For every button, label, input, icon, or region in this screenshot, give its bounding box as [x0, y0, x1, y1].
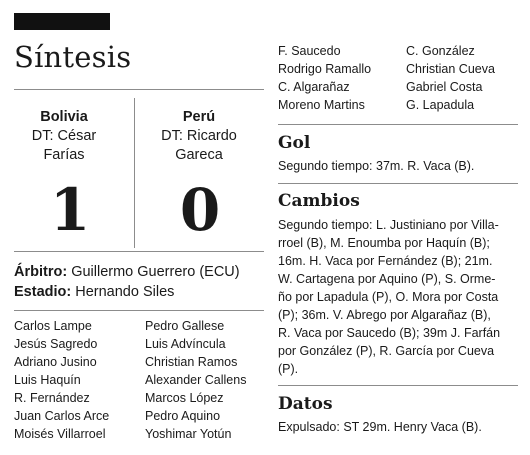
player-name: R. Fernández	[14, 391, 90, 405]
player-name: Carlos Lampe	[14, 319, 92, 333]
player-name: Rodrigo Ramallo	[278, 62, 372, 76]
home-lineup-cont-list	[278, 42, 371, 114]
divider-top	[14, 89, 264, 90]
player-name: Yoshimar Yotún	[145, 427, 232, 441]
cambios-line: W. Cartagena por Aquino (P), S. Orme-	[278, 272, 496, 286]
stadium-label: Estadio:	[14, 284, 72, 300]
player-name: F. Saucedo	[278, 44, 341, 58]
home-team-name: Bolivia	[40, 109, 88, 125]
away-team-block	[139, 108, 259, 165]
cambios-line: ño por Lapadula (P), O. Mora por Costa	[278, 290, 499, 304]
page-title: Síntesis	[14, 40, 132, 74]
section-marker-bar	[14, 13, 110, 30]
score-divider	[134, 98, 135, 248]
away-coach-line1: DT: Ricardo	[161, 128, 237, 144]
divider-cambios	[278, 183, 518, 184]
player-name: Luis Advíncula	[145, 337, 226, 351]
player-name: G. Lapadula	[406, 98, 475, 112]
player-name: C. Algarañaz	[278, 80, 350, 94]
away-lineup-cont-list	[406, 42, 495, 114]
referee-line	[14, 262, 240, 282]
divider-lineups	[14, 310, 264, 311]
home-lineup-list	[14, 317, 109, 443]
gol-title: Gol	[278, 133, 311, 153]
cambios-line: (P); 36m. V. Abrego por Algarañaz (B),	[278, 308, 491, 322]
player-name: Alexander Callens	[145, 373, 247, 387]
away-team-name: Perú	[182, 109, 216, 125]
player-name: C. González	[406, 44, 475, 58]
datos-text: Expulsado: ST 29m. Henry Vaca (B).	[278, 420, 482, 434]
cambios-title: Cambios	[278, 191, 360, 211]
cambios-line: Segundo tiempo: L. Justiniano por Villa-	[278, 218, 499, 232]
referee-label: Árbitro:	[14, 264, 68, 280]
home-coach-line1: DT: César	[31, 128, 97, 144]
player-name: Luis Haquín	[14, 373, 81, 387]
away-score: 0	[179, 176, 221, 244]
player-name: Moisés Villarroel	[14, 427, 106, 441]
cambios-line: 16m. H. Vaca por Fernández (B); 21m.	[278, 254, 493, 268]
away-coach-line2: Gareca	[175, 147, 223, 163]
player-name: Jesús Sagredo	[14, 337, 98, 351]
cambios-line: (P).	[278, 362, 299, 376]
player-name: Christian Ramos	[145, 355, 238, 369]
away-lineup-list	[145, 317, 246, 443]
cambios-text	[278, 216, 518, 378]
player-name: Christian Cueva	[406, 62, 495, 76]
referee-name: Guillermo Guerrero (ECU)	[71, 264, 240, 280]
divider-gol	[278, 124, 518, 125]
divider-officials	[14, 251, 264, 252]
player-name: Moreno Martins	[278, 98, 365, 112]
home-score: 1	[49, 176, 91, 244]
cambios-line: por González (P), R. García por Cueva	[278, 344, 495, 358]
datos-title: Datos	[278, 394, 333, 414]
player-name: Pedro Aquino	[145, 409, 221, 423]
divider-datos	[278, 385, 518, 386]
player-name: Juan Carlos Arce	[14, 409, 110, 423]
home-team-block	[4, 108, 124, 165]
stadium-line	[14, 282, 174, 302]
stadium-name: Hernando Siles	[75, 284, 175, 300]
gol-text: Segundo tiempo: 37m. R. Vaca (B).	[278, 159, 475, 173]
player-name: Pedro Gallese	[145, 319, 225, 333]
player-name: Marcos López	[145, 391, 224, 405]
player-name: Adriano Jusino	[14, 355, 97, 369]
cambios-line: R. Vaca por Saucedo (B); 39m J. Farfán	[278, 326, 501, 340]
cambios-line: rroel (B), M. Enoumba por Haquín (B);	[278, 236, 490, 250]
player-name: Gabriel Costa	[406, 80, 483, 94]
home-coach-line2: Farías	[43, 147, 85, 163]
